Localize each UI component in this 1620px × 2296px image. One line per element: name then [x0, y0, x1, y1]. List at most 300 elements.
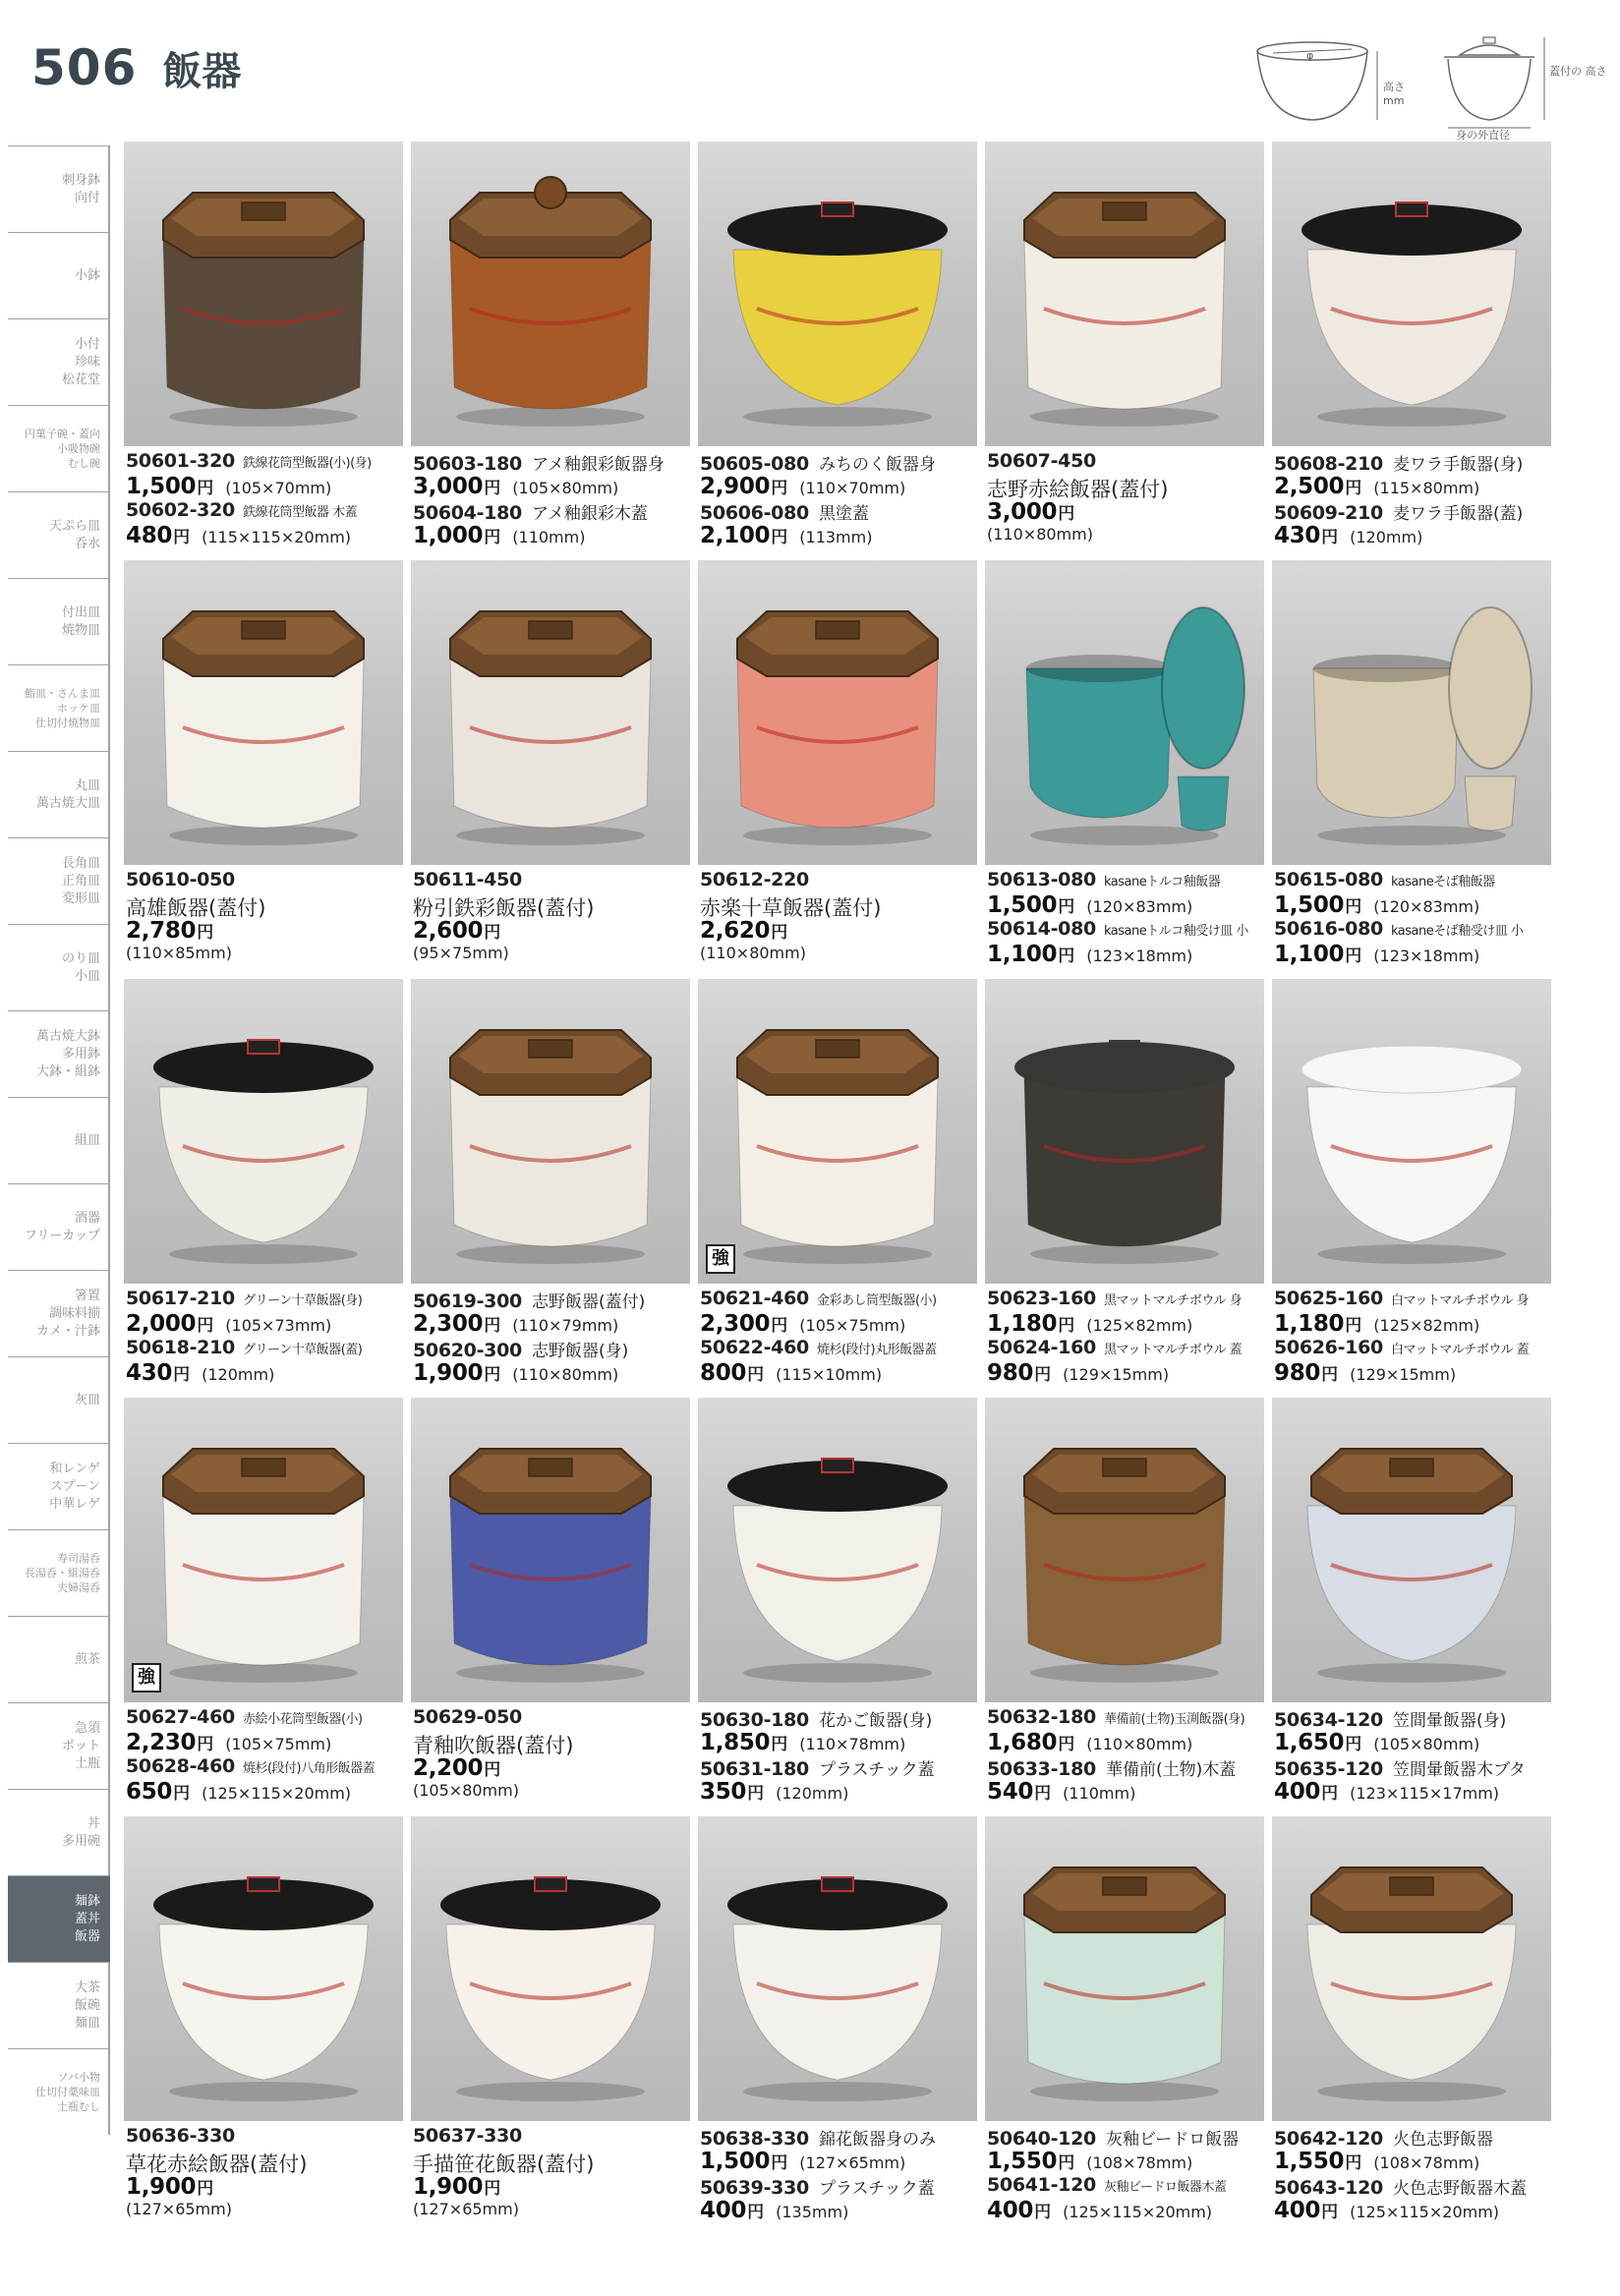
- product-price: 2,000: [126, 1311, 197, 1337]
- product-size: (125×115×20mm): [1350, 2203, 1500, 2221]
- shadow: [169, 2082, 358, 2101]
- shadow: [456, 1663, 645, 1683]
- product-name: 金彩あし筒型飯器(小): [816, 1293, 937, 1308]
- product-code: 50621-460: [700, 1288, 809, 1309]
- product-size: (123×18mm): [1373, 947, 1480, 965]
- product-cell: [411, 1398, 690, 1805]
- product-image: [1272, 142, 1551, 446]
- product-code: 50606-080: [700, 502, 809, 524]
- yen-label: 円: [1345, 2153, 1362, 2173]
- product-photo: [985, 1398, 1264, 1702]
- code-line: [126, 1288, 403, 1311]
- product-price: 1,100: [1274, 942, 1345, 967]
- product-size: (105×73mm): [225, 1316, 332, 1335]
- product-code: 50615-080: [1274, 869, 1383, 890]
- product-code: 50639-330: [700, 2177, 809, 2199]
- price-line: [1274, 1360, 1551, 1386]
- product-cell: [985, 142, 1264, 548]
- product-size: (127×65mm): [799, 2153, 906, 2172]
- product-caption: [985, 2121, 1264, 2223]
- yen-label: 円: [197, 923, 214, 943]
- bowl-rim: [1026, 655, 1172, 682]
- product-photo: [1272, 979, 1551, 1284]
- product-code: 50616-080: [1274, 918, 1383, 940]
- product-image: [698, 560, 977, 865]
- code-line: [126, 450, 403, 474]
- product-size: (120mm): [776, 1784, 849, 1803]
- product-name: 赤絵小花筒型飯器(小): [242, 1712, 363, 1727]
- product-price: 3,000: [987, 499, 1058, 525]
- product-price: 1,900: [413, 1360, 484, 1386]
- product-name: 灰釉ビードロ飯器木蓋: [1103, 2180, 1227, 2195]
- product-caption: [1272, 2121, 1551, 2223]
- yen-label: 円: [747, 1784, 765, 1804]
- price-line: [987, 2198, 1264, 2223]
- sidebar-item[interactable]: 灰皿: [8, 1356, 110, 1443]
- shadow: [456, 826, 645, 845]
- price-line: [700, 2198, 977, 2223]
- product-price: 1,650: [1274, 1730, 1345, 1755]
- bowl-rim: [1313, 655, 1459, 682]
- sidebar-item[interactable]: 円菓子碗・蓋向 小吸物碗 むし碗: [8, 405, 110, 491]
- page-number: 506: [31, 39, 138, 96]
- code-line: [413, 499, 690, 523]
- price-line: [126, 1730, 403, 1755]
- sidebar-item[interactable]: 酒器 フリーカップ: [8, 1183, 110, 1270]
- product-size: (110×70mm): [799, 479, 906, 497]
- product-code: 50633-180: [987, 1758, 1096, 1780]
- product-photo: [411, 979, 690, 1284]
- lid-knob: [248, 1877, 279, 1891]
- lid-knob: [529, 1459, 572, 1476]
- lid-knob: [248, 1040, 279, 1054]
- shadow: [1317, 1663, 1506, 1683]
- product-code: 50631-180: [700, 1758, 809, 1780]
- product-price: 1,100: [987, 942, 1058, 967]
- product-code: 50624-160: [987, 1337, 1096, 1358]
- dimension-legend: [1244, 29, 1607, 142]
- yen-label: 円: [484, 528, 501, 547]
- product-size: (120mm): [202, 1365, 275, 1384]
- strong-badge: 強: [706, 1244, 735, 1274]
- yen-label: 円: [1321, 1784, 1339, 1804]
- product-image: [124, 1816, 403, 2121]
- product-name: 粉引鉄彩飯器(蓋付): [413, 896, 595, 920]
- product-code: 50622-460: [700, 1337, 809, 1358]
- yen-label: 円: [1058, 1735, 1075, 1754]
- product-cell: [124, 1816, 403, 2223]
- product-code: 50623-160: [987, 1288, 1096, 1309]
- code-line: [987, 869, 1264, 892]
- product-code: 50609-210: [1274, 502, 1383, 524]
- shadow: [169, 1244, 358, 1264]
- lid-knob: [1103, 1877, 1146, 1895]
- product-caption: [698, 2121, 977, 2223]
- product-photo: [124, 142, 403, 446]
- product-image: [124, 1398, 403, 1702]
- product-image: [985, 560, 1264, 865]
- page-header: [31, 39, 241, 108]
- product-code: 50612-220: [700, 869, 809, 890]
- product-name: 火色志野飯器: [1392, 2130, 1493, 2150]
- price-line: [413, 474, 690, 499]
- sidebar-item[interactable]: 付出皿 焼物皿: [8, 578, 110, 664]
- product-name: 赤楽十草飯器(蓋付): [700, 896, 882, 920]
- sidebar-item[interactable]: 箸置 調味料揃 カメ・汁鉢: [8, 1270, 110, 1356]
- product-name: 花かご飯器(身): [818, 1711, 933, 1731]
- product-image: [985, 979, 1264, 1284]
- bowl-body: [1307, 1087, 1516, 1242]
- product-image: [1272, 1816, 1551, 2121]
- product-caption: [124, 1284, 403, 1386]
- product-code: 50638-330: [700, 2128, 809, 2150]
- product-price: 1,550: [987, 2149, 1058, 2174]
- product-size: (110mm): [1063, 1784, 1136, 1803]
- product-price: 540: [987, 1779, 1034, 1805]
- product-size: (105×70mm): [225, 479, 332, 497]
- sidebar-item[interactable]: 大茶 飯碗 麺皿: [8, 1962, 110, 2048]
- yen-label: 円: [1345, 479, 1362, 498]
- code-line: [413, 1706, 690, 1730]
- product-price: 2,780: [126, 918, 197, 944]
- bowl-body: [159, 1087, 368, 1242]
- product-name: 華備前(土物)木蓋: [1105, 1760, 1237, 1780]
- product-cell: [985, 1816, 1264, 2223]
- product-cell: [698, 560, 977, 967]
- sidebar-item[interactable]: 寿司湯呑 長湯呑・組湯呑 夫婦湯呑: [8, 1529, 110, 1616]
- price-line: [1274, 2198, 1551, 2223]
- product-name: 笠間暈飯器木ブタ: [1392, 1760, 1526, 1780]
- product-cell: [698, 979, 977, 1386]
- product-code: 50604-180: [413, 502, 522, 524]
- price-line: [413, 918, 690, 944]
- price-line: [987, 942, 1264, 967]
- product-cell: [985, 560, 1264, 967]
- sidebar-item[interactable]: 丸皿 萬古焼大皿: [8, 751, 110, 837]
- product-image: [1272, 1398, 1551, 1702]
- price-line: [1274, 2149, 1551, 2174]
- page-title: 飯器: [162, 48, 242, 94]
- product-price: 980: [987, 1360, 1034, 1386]
- product-code: 50618-210: [126, 1337, 235, 1358]
- shadow: [1317, 2082, 1506, 2101]
- product-price: 2,900: [700, 474, 771, 499]
- product-code: 50605-080: [700, 453, 809, 475]
- diameter-symbol: φ: [1306, 49, 1314, 62]
- product-code: 50634-120: [1274, 1709, 1383, 1731]
- product-price: 1,680: [987, 1730, 1058, 1755]
- product-size: (110mm): [512, 528, 586, 546]
- shadow: [1317, 407, 1506, 427]
- product-size: (127×65mm): [413, 2200, 519, 2218]
- product-code: 50628-460: [126, 1755, 235, 1777]
- product-image: [411, 142, 690, 446]
- lid-knob: [1396, 202, 1427, 216]
- price-line: [1274, 1779, 1551, 1805]
- product-caption: [1272, 1702, 1551, 1805]
- product-size: (115×80mm): [1373, 479, 1480, 497]
- price-line: [987, 1730, 1264, 1755]
- yen-label: 円: [173, 528, 191, 547]
- product-photo: [698, 1398, 977, 1702]
- product-code: 50630-180: [700, 1709, 809, 1731]
- dimension-legend-diagram: [1244, 29, 1607, 142]
- lid-knob: [535, 177, 566, 208]
- product-name: みちのく飯器身: [818, 455, 936, 475]
- code-line: [1274, 1337, 1551, 1360]
- product-code: 50625-160: [1274, 1288, 1383, 1309]
- code-line: [413, 1288, 690, 1311]
- code-line: [126, 1755, 403, 1779]
- product-name: 青釉吹飯器(蓋付): [413, 1734, 574, 1757]
- yen-label: 円: [484, 1760, 501, 1780]
- lid-knob: [529, 621, 572, 639]
- yen-label: 円: [1345, 897, 1362, 917]
- price-line: [1274, 523, 1551, 548]
- product-image: [985, 1816, 1264, 2121]
- sidebar-item[interactable]: 煎茶: [8, 1616, 110, 1702]
- product-code: 50619-300: [413, 1291, 522, 1312]
- lid-knob: [822, 1459, 853, 1472]
- price-line: [126, 1360, 403, 1386]
- yen-label: 円: [771, 923, 788, 943]
- code-line: [1274, 869, 1551, 892]
- product-code: 50617-210: [126, 1288, 235, 1309]
- bowl-body: [733, 1506, 942, 1661]
- shadow: [456, 1244, 645, 1264]
- product-cell: [698, 142, 977, 548]
- body-diameter-label: 身の外直径: [1456, 129, 1510, 142]
- lid-knob: [816, 1040, 859, 1058]
- product-cell: [124, 560, 403, 967]
- sidebar-item[interactable]: 刺身鉢 向付: [8, 145, 110, 232]
- sidebar-item[interactable]: ソバ小物 仕切付薬味皿 土瓶むし: [8, 2048, 110, 2135]
- price-line: [126, 2174, 403, 2200]
- product-code: 50640-120: [987, 2128, 1096, 2150]
- code-line: [700, 2125, 977, 2149]
- product-size: (110×79mm): [512, 1316, 619, 1335]
- product-photo: [411, 1398, 690, 1702]
- yen-label: 円: [484, 923, 501, 943]
- product-photo: [124, 1816, 403, 2121]
- product-photo: [124, 979, 403, 1284]
- product-code: 50602-320: [126, 499, 235, 521]
- yen-label: 円: [484, 1316, 501, 1336]
- product-name: 黒マットマルチボウル 身: [1103, 1293, 1243, 1308]
- yen-label: 円: [197, 479, 214, 498]
- shadow: [743, 1244, 932, 1264]
- yen-label: 円: [1058, 947, 1075, 966]
- lid-knob: [816, 621, 859, 639]
- product-code: 50636-330: [126, 2125, 235, 2147]
- product-price: 1,550: [1274, 2149, 1345, 2174]
- product-photo: [411, 142, 690, 446]
- product-price: 3,000: [413, 474, 484, 499]
- product-photo: [985, 142, 1264, 446]
- code-line: [1274, 918, 1551, 942]
- product-name: 鉄線花筒型飯器(小)(身): [242, 456, 372, 471]
- bowl-body: [446, 1924, 655, 2080]
- lid-height-label: 蓋付の 高さ: [1549, 65, 1607, 78]
- price-line: [413, 523, 690, 548]
- product-cell: [985, 1398, 1264, 1805]
- sidebar-item[interactable]: 急須 ポット 土瓶: [8, 1702, 110, 1789]
- price-line: [987, 892, 1264, 918]
- sidebar-item[interactable]: 萬古焼大鉢 多用鉢 大鉢・組鉢: [8, 1010, 110, 1097]
- product-name: 焼杉(段付)八角形飯器蓋: [242, 1761, 376, 1776]
- sidebar-item[interactable]: 丼 多用碗: [8, 1789, 110, 1875]
- shadow: [1030, 407, 1219, 427]
- sidebar-item[interactable]: 天ぷら皿 呑水: [8, 491, 110, 578]
- standing-lid: [1162, 607, 1244, 769]
- yen-label: 円: [771, 528, 788, 547]
- code-line: [700, 1706, 977, 1730]
- code-line: [700, 1288, 977, 1311]
- lid-knob: [1103, 1459, 1146, 1476]
- product-caption: [124, 2121, 403, 2221]
- product-name: 錦花飯器身のみ: [818, 2130, 936, 2150]
- product-image: [985, 1398, 1264, 1702]
- yen-label: 円: [484, 1365, 501, 1385]
- product-size: (108×78mm): [1373, 2153, 1480, 2172]
- price-line: [1274, 942, 1551, 967]
- yen-label: 円: [1345, 1735, 1362, 1754]
- yen-label: 円: [1034, 1365, 1052, 1385]
- product-photo: [1272, 1816, 1551, 2121]
- product-image: [124, 979, 403, 1284]
- product-image: [698, 1816, 977, 2121]
- price-line: [700, 474, 977, 499]
- price-line: [700, 523, 977, 548]
- product-code: 50620-300: [413, 1340, 522, 1361]
- product-image: [1272, 560, 1551, 865]
- yen-label: 円: [1321, 528, 1339, 547]
- product-image: [698, 1398, 977, 1702]
- yen-label: 円: [1345, 1316, 1362, 1336]
- product-photo: [698, 142, 977, 446]
- product-size: (113mm): [799, 528, 873, 546]
- product-code: 50607-450: [987, 450, 1096, 472]
- sidebar-item[interactable]: 小付 珍味 松花堂: [8, 318, 110, 405]
- product-caption: [698, 865, 977, 965]
- small-dish: [1465, 776, 1516, 831]
- code-line: [987, 1288, 1264, 1311]
- product-name: 麦ワラ手飯器(蓋): [1392, 504, 1524, 524]
- product-price: 2,620: [700, 918, 771, 944]
- product-cell: [124, 979, 403, 1386]
- product-size: (110×85mm): [126, 944, 232, 962]
- code-line: [700, 499, 977, 523]
- product-name: 志野飯器(身): [531, 1342, 629, 1361]
- bowl-body: [159, 1924, 368, 2080]
- price-line: [413, 1360, 690, 1386]
- product-photo: [411, 560, 690, 865]
- product-price: 1,000: [413, 523, 484, 548]
- code-line: [700, 1337, 977, 1360]
- product-size: (127×65mm): [126, 2200, 232, 2218]
- product-price: 1,500: [1274, 892, 1345, 918]
- yen-label: 円: [1034, 1784, 1052, 1804]
- category-sidebar: [8, 145, 110, 2135]
- sidebar-item[interactable]: のり皿 小皿: [8, 924, 110, 1010]
- product-caption: [1272, 865, 1551, 967]
- product-price: 1,850: [700, 1730, 771, 1755]
- product-cell: [1272, 560, 1551, 967]
- product-caption: [411, 1284, 690, 1386]
- code-line: [413, 2125, 690, 2149]
- price-line: [413, 1755, 690, 1781]
- product-caption: [985, 865, 1264, 967]
- product-size: (123×18mm): [1086, 947, 1193, 965]
- product-image: [411, 1816, 690, 2121]
- yen-label: 円: [484, 2179, 501, 2199]
- sidebar-item[interactable]: 長角皿 正角皿 変形皿: [8, 837, 110, 924]
- code-line: [987, 450, 1264, 474]
- yen-label: 円: [771, 1316, 788, 1336]
- standing-lid: [1449, 607, 1532, 769]
- product-cell: [1272, 1816, 1551, 2223]
- shadow: [169, 1663, 358, 1683]
- product-image: [124, 142, 403, 446]
- height-mm-label: mm: [1383, 94, 1405, 107]
- code-line: [1274, 2174, 1551, 2198]
- product-size: (110×80mm): [700, 944, 806, 962]
- product-size: (105×75mm): [799, 1316, 906, 1335]
- sidebar-item[interactable]: 和レンゲ スプーン 中華レゲ: [8, 1443, 110, 1529]
- shadow: [1030, 2082, 1219, 2101]
- product-caption: [698, 446, 977, 548]
- product-image: [411, 560, 690, 865]
- sidebar-item[interactable]: 小鉢: [8, 232, 110, 318]
- product-image: [985, 142, 1264, 446]
- product-image: [698, 142, 977, 446]
- price-line: [987, 1360, 1264, 1386]
- product-image: [698, 979, 977, 1284]
- product-photo: [985, 979, 1264, 1284]
- bowl-body: [1307, 1506, 1516, 1661]
- product-name: 草花赤絵飯器(蓋付): [126, 2152, 308, 2176]
- price-line: [1274, 1730, 1551, 1755]
- product-name: 白マットマルチボウル 身: [1390, 1293, 1530, 1308]
- code-line: [1274, 499, 1551, 523]
- product-caption: [411, 446, 690, 548]
- code-line: [987, 2174, 1264, 2198]
- product-name: kasaneトルコ釉飯器: [1103, 875, 1221, 890]
- lid-knob: [1109, 1040, 1140, 1054]
- sidebar-item[interactable]: 組皿: [8, 1097, 110, 1183]
- product-name: 麦ワラ手飯器(身): [1392, 455, 1524, 475]
- sidebar-item[interactable]: 麺鉢 蓋丼 飯器: [8, 1875, 110, 1962]
- yen-label: 円: [1345, 947, 1362, 966]
- lid-knob: [822, 1877, 853, 1891]
- code-line: [413, 1337, 690, 1360]
- bowl-body: [1313, 668, 1459, 818]
- product-name: 志野赤絵飯器(蓋付): [987, 478, 1169, 501]
- product-size: (110×80mm): [512, 1365, 619, 1384]
- yen-label: 円: [173, 1784, 191, 1804]
- product-code: 50614-080: [987, 918, 1096, 940]
- product-price: 800: [700, 1360, 747, 1386]
- product-name: 志野飯器(蓋付): [531, 1292, 646, 1312]
- price-line: [126, 523, 403, 548]
- code-line: [700, 869, 977, 892]
- price-line: [126, 474, 403, 499]
- sidebar-item[interactable]: 鮨皿・さんま皿 ホッケ皿 仕切付焼物皿: [8, 664, 110, 751]
- product-price: 1,500: [126, 474, 197, 499]
- code-line: [987, 2125, 1264, 2149]
- shadow: [743, 2082, 932, 2101]
- product-price: 400: [1274, 2198, 1321, 2223]
